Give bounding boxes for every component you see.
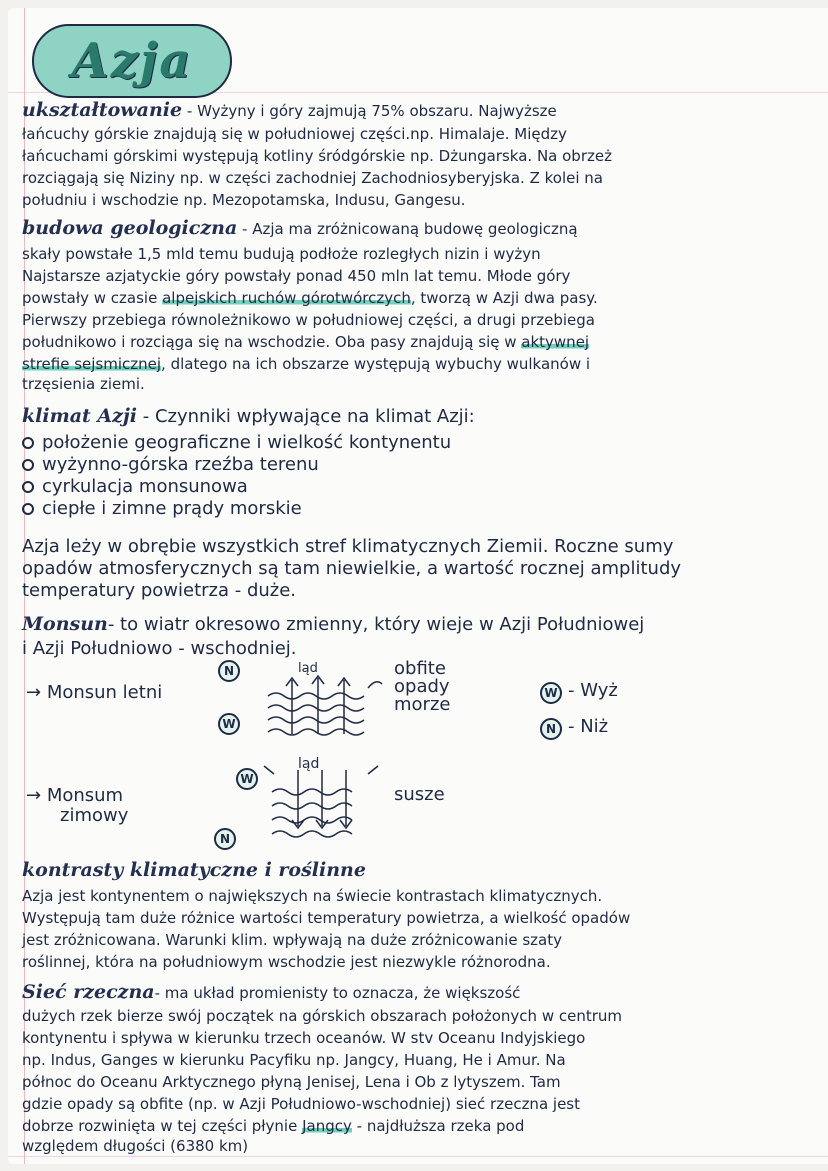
kontrasty-line-2: Występują tam duże różnice wartości temperatury powietrza, a wielkość opadów [22, 909, 631, 927]
niz-circle-winter: N [214, 828, 236, 850]
siec-line-3: kontynentu i spływa w kierunku trzech oceanów. W stv Oceanu Indyjskiego [22, 1029, 586, 1047]
siec-heading: Sieć rzeczna [22, 981, 155, 1003]
klimat-para-3: temperatury powietrza - duże. [22, 580, 297, 601]
winter-waves-diagram [258, 764, 388, 844]
bullet-icon [22, 459, 34, 471]
uksztaltowanie-line-2: łańcuchy górskie znajdują się w południowej części.np. Himalaje. Między [22, 125, 567, 143]
klimat-bullet: położenie geograficzne i wielkość kontynentu [22, 434, 451, 451]
page-title: Azja [71, 33, 193, 89]
uksztaltowanie-line-1: ukształtowanie - Wyżyny i góry zajmują 75% obszaru. Najwyższe [22, 99, 557, 121]
budowa-line-8: trzęsienia ziemi. [22, 375, 145, 393]
kontrasty-line-3: jest zróżnicowana. Warunki klim. wpływają na duże zróżnicowanie szaty [22, 931, 562, 949]
klimat-line-1: klimat Azji - Czynniki wpływające na klimat Azji: [22, 405, 475, 427]
summer-desc: obfite opady morze [394, 658, 451, 715]
land-label-summer: ląd [298, 661, 318, 676]
niz-circle: N [218, 660, 240, 682]
ruled-line [8, 1156, 828, 1157]
highlight-jangcy: Jangcy [302, 1117, 352, 1135]
siec-line-8: względem długości (6380 km) [22, 1137, 249, 1155]
legend-niz-circle: N [540, 718, 562, 740]
siec-line-6: gdzie opady są obfite (np. w Azji Południowo-wschodniej) sieć rzeczna jest [22, 1095, 580, 1113]
budowa-line-3: Najstarsze azjatyckie góry powstały ponad 450 mln lat temu. Młode góry [22, 267, 571, 285]
summer-monsoon-label: → Monsun letni [26, 682, 163, 703]
klimat-bullet: cyrkulacja monsunowa [22, 478, 248, 495]
kontrasty-heading: kontrasty klimatyczne i roślinne [22, 859, 366, 881]
winter-desc: susze [394, 784, 445, 805]
bullet-icon [22, 503, 34, 515]
land-label-winter: ląd [298, 756, 320, 772]
siec-line-1: Sieć rzeczna- ma układ promienisty to oznacza, że większość [22, 981, 521, 1003]
uksztaltowanie-line-4: rozciągają się Niziny np. w części zachodniej Zachodniosyberyjska. Z kolei na [22, 169, 603, 187]
highlight-strefie: strefie sejsmicznej [22, 355, 162, 373]
budowa-line-5: Pierwszy przebiega równoleżnikowo w południowej części, a drugi przebiega [22, 311, 595, 329]
highlight-alpejskich: alpejskich ruchów górotwórczych [162, 289, 411, 307]
kontrasty-heading-line [22, 859, 366, 881]
wyz-circle-winter: W [236, 768, 258, 790]
legend-wyz: - Wyż [568, 680, 618, 701]
monsun-heading: Monsun [22, 613, 108, 635]
uksztaltowanie-line-5: południu i wschodzie np. Mezopotamska, Indusu, Gangesu. [22, 191, 466, 209]
budowa-line-4: powstały w czasie alpejskich ruchów górotwórczych, tworzą w Azji dwa pasy. [22, 289, 598, 307]
budowa-line-6: południkowo i rozciąga się na wschodzie. Oba pasy znajdują się w aktywnej [22, 333, 590, 351]
kontrasty-line-1: Azja jest kontynentem o największych na świecie kontrastach klimatycznych. [22, 887, 603, 905]
siec-line-7: dobrze rozwinięta w tej części płynie Jangcy - najdłuższa rzeka pod [22, 1117, 525, 1135]
klimat-bullet: wyżynno-górska rzeźba terenu [22, 456, 319, 473]
notebook-page [8, 8, 828, 1164]
klimat-heading: klimat Azji [22, 405, 138, 427]
klimat-para-1: Azja leży w obrębie wszystkich stref klimatycznych Ziemii. Roczne sumy [22, 536, 674, 557]
siec-line-5: północ do Oceanu Arktycznego płyną Jenisej, Lena i Ob z lytyszem. Tam [22, 1073, 561, 1091]
summer-waves-diagram [258, 668, 388, 743]
legend-wyz-circle: W [540, 682, 562, 704]
budowa-heading: budowa geologiczna [22, 217, 238, 239]
legend-niz: - Niż [568, 716, 609, 737]
title-badge [32, 24, 232, 98]
budowa-line-2: skały powstałe 1,5 mld temu budują podłoże rozległych nizin i wyżyn [22, 245, 541, 263]
uksztaltowanie-line-3: łańcuchami górskimi występują kotliny śródgórskie np. Dżungarska. Na obrzeż [22, 147, 612, 165]
uksztaltowanie-heading: ukształtowanie [22, 99, 183, 121]
klimat-bullet: ciepłe i zimne prądy morskie [22, 500, 302, 517]
budowa-line-7: strefie sejsmicznej, dlatego na ich obszarze występują wybuchy wulkanów i [22, 355, 591, 373]
highlight-aktywnej: aktywnej [521, 333, 590, 351]
klimat-para-2: opadów atmosferycznych są tam niewielkie, a wartość rocznej amplitudy [22, 558, 682, 579]
wyz-circle: W [218, 713, 240, 735]
kontrasty-line-4: roślinnej, która na południowym wschodzie jest niezwykle różnorodna. [22, 953, 551, 971]
siec-line-4: np. Indus, Ganges w kierunku Pacyfiku np. Jangcy, Huang, He i Amur. Na [22, 1051, 566, 1069]
bullet-icon [22, 437, 34, 449]
monsun-line-2: i Azji Południowo - wschodniej. [22, 638, 297, 659]
budowa-line-1: budowa geologiczna - Azja ma zróżnicowaną budowę geologiczną [22, 217, 578, 239]
bullet-icon [22, 481, 34, 493]
winter-monsoon-label: → Monsum zimowy [26, 785, 129, 826]
siec-line-2: dużych rzek bierze swój początek na górskich obszarach położonych w centrum [22, 1007, 623, 1025]
monsun-line-1: Monsun- to wiatr okresowo zmienny, który wieje w Azji Południowej [22, 613, 645, 635]
